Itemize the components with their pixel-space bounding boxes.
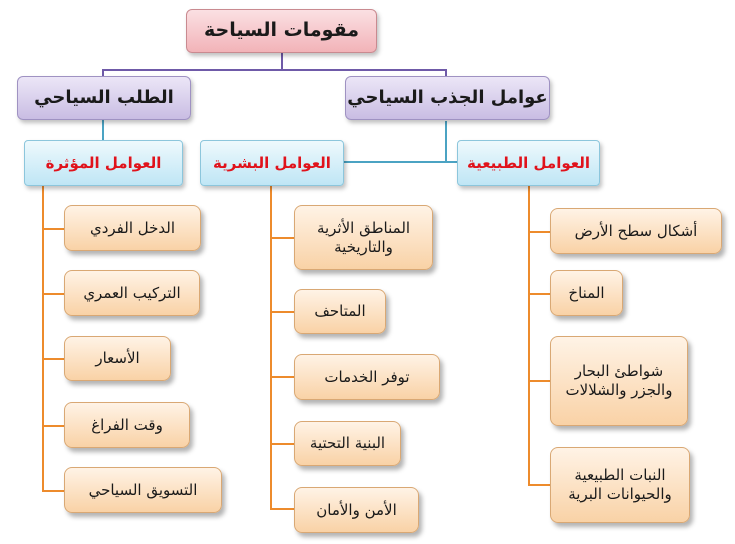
connector-natural-1 <box>528 231 550 233</box>
connector-root-down <box>281 52 283 70</box>
branch-tourist-attraction: عوامل الجذب السياحي <box>345 76 550 120</box>
connector-human-5 <box>270 508 294 510</box>
leaf-landforms: أشكال سطح الأرض <box>550 208 722 254</box>
leaf-free-time: وقت الفراغ <box>64 402 190 448</box>
leaf-age-structure: التركيب العمري <box>64 270 200 316</box>
leaf-prices: الأسعار <box>64 336 171 381</box>
group-natural-factors: العوامل الطبيعية <box>457 140 600 186</box>
leaf-beaches-islands-waterfalls: شواطئ البحار والجزر والشلالات <box>550 336 688 426</box>
leaf-tourism-marketing: التسويق السياحي <box>64 467 222 513</box>
connector-influence-trunk <box>42 186 44 492</box>
connector-human-1 <box>270 237 294 239</box>
connector-human-trunk <box>270 186 272 510</box>
connector-attraction-down <box>445 121 447 162</box>
leaf-infrastructure: البنية التحتية <box>294 421 401 466</box>
leaf-safety-security: الأمن والأمان <box>294 487 419 533</box>
group-human-factors: العوامل البشرية <box>200 140 344 186</box>
leaf-vegetation-wildlife: النبات الطبيعية والحيوانات البرية <box>550 447 690 523</box>
leaf-archaeological-sites: المناطق الأثرية والتاريخية <box>294 205 433 270</box>
connector-demand-down <box>102 120 104 140</box>
connector-natural-4 <box>528 484 550 486</box>
leaf-individual-income: الدخل الفردي <box>64 205 201 251</box>
connector-level1-horizontal <box>102 69 447 71</box>
connector-natural-2 <box>528 293 550 295</box>
connector-human-2 <box>270 311 294 313</box>
connector-human-4 <box>270 443 294 445</box>
group-influencing-factors: العوامل المؤثرة <box>24 140 183 186</box>
leaf-museums: المتاحف <box>294 289 386 334</box>
root-node: مقومات السياحة <box>186 9 377 53</box>
leaf-climate: المناخ <box>550 270 623 316</box>
leaf-services-availability: توفر الخدمات <box>294 354 440 400</box>
connector-influence-2 <box>42 293 64 295</box>
connector-influence-1 <box>42 228 64 230</box>
branch-tourist-demand: الطلب السياحي <box>17 76 191 120</box>
connector-influence-5 <box>42 490 64 492</box>
connector-influence-3 <box>42 358 64 360</box>
connector-natural-3 <box>528 380 550 382</box>
connector-attraction-horizontal <box>344 161 457 163</box>
connector-human-3 <box>270 376 294 378</box>
connector-influence-4 <box>42 425 64 427</box>
